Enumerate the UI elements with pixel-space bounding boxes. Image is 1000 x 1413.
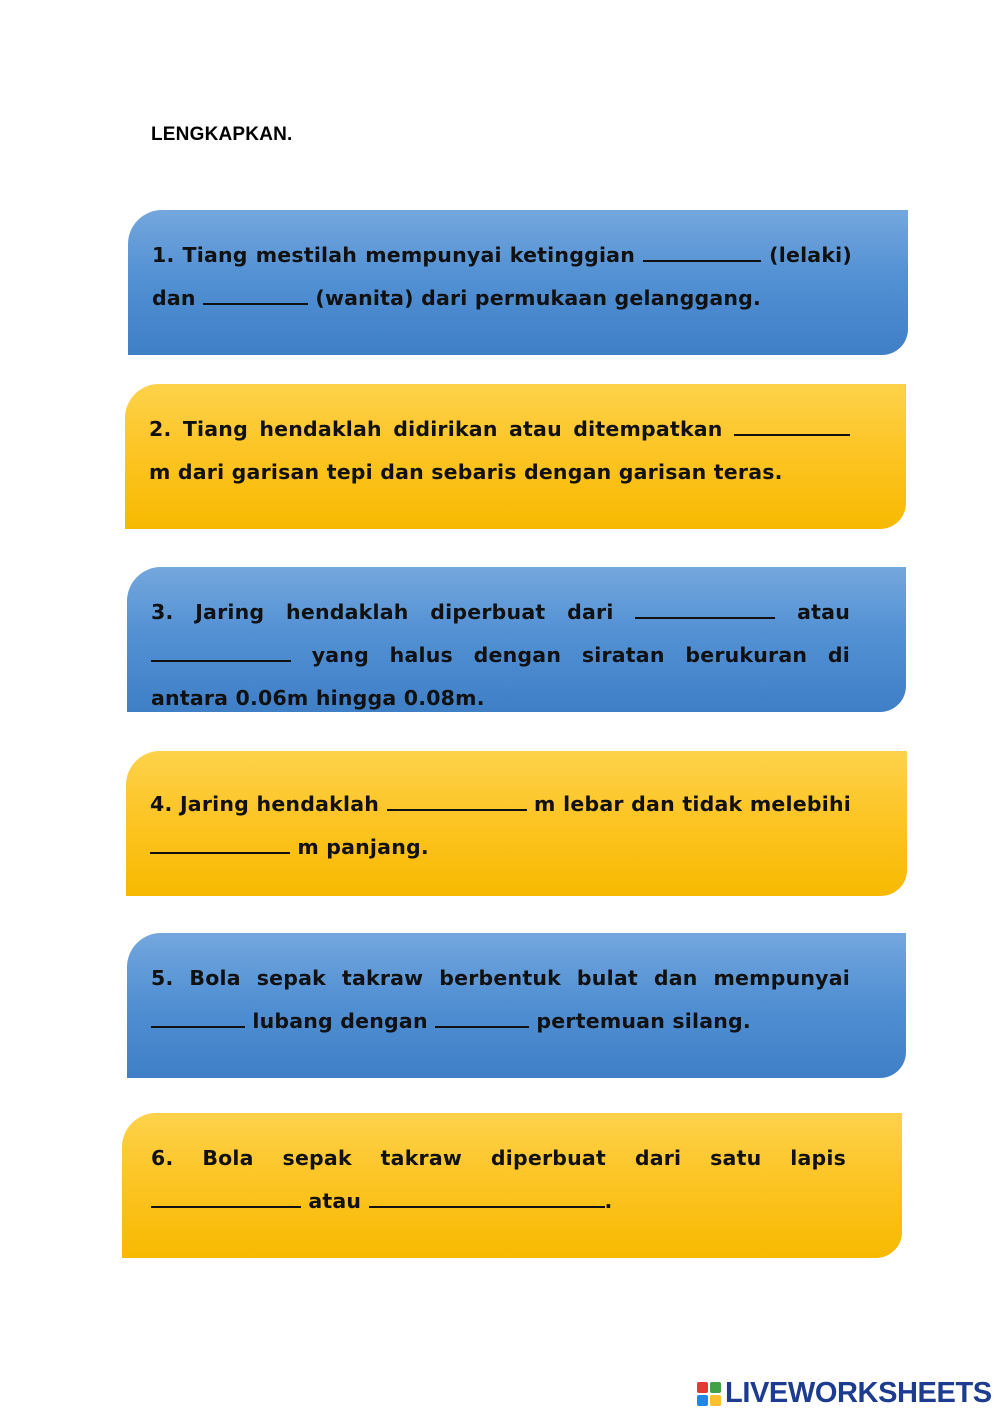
answer-blank-1a[interactable] [643,240,761,262]
logo-square-blue [697,1395,708,1406]
liveworksheets-logo-icon [697,1382,721,1406]
logo-square-red [697,1382,708,1393]
question-card-6 [122,1113,902,1258]
question-card-4 [126,751,907,896]
answer-blank-6a[interactable] [151,1186,301,1208]
answer-blank-6b[interactable] [369,1186,605,1208]
question-text-5: 5. Bola sepak takraw berbentuk bulat dan mempunyai lubang dengan pertemuan silang. [151,966,850,1033]
question-card-1 [128,210,908,355]
answer-blank-2a[interactable] [734,414,850,436]
question-card-2 [125,384,906,529]
question-text-1: 1. Tiang mestilah mempunyai ketinggian (lelaki) dan (wanita) dari permukaan gelanggang. [152,234,852,320]
answer-blank-4a[interactable] [387,789,527,811]
worksheet-instruction: LENGKAPKAN. [151,124,293,145]
question-text-6: 6. Bola sepak takraw diperbuat dari satu lapis atau . [151,1146,846,1213]
question-card-5 [127,933,906,1078]
liveworksheets-logo-text: LIVEWORKSHEETS [725,1377,992,1409]
answer-blank-4b[interactable] [150,832,290,854]
question-text-2: 2. Tiang hendaklah didirikan atau ditempatkan m dari garisan tepi dan sebaris dengan garisan teras. [149,408,850,494]
answer-blank-3b[interactable] [151,640,291,662]
logo-square-green [710,1382,721,1393]
liveworksheets-logo [697,1377,992,1410]
logo-square-yellow [710,1395,721,1406]
answer-blank-3a[interactable] [635,597,775,619]
answer-blank-5b[interactable] [435,1006,529,1028]
answer-blank-5a[interactable] [151,1006,245,1028]
question-text-4: 4. Jaring hendaklah m lebar dan tidak melebihi m panjang. [150,775,851,869]
question-text-3: 3. Jaring hendaklah diperbuat dari atau yang halus dengan siratan berukuran di antara 0.06m hingga 0.08m. [151,591,850,720]
answer-blank-1b[interactable] [203,283,308,305]
question-card-3 [127,567,906,712]
